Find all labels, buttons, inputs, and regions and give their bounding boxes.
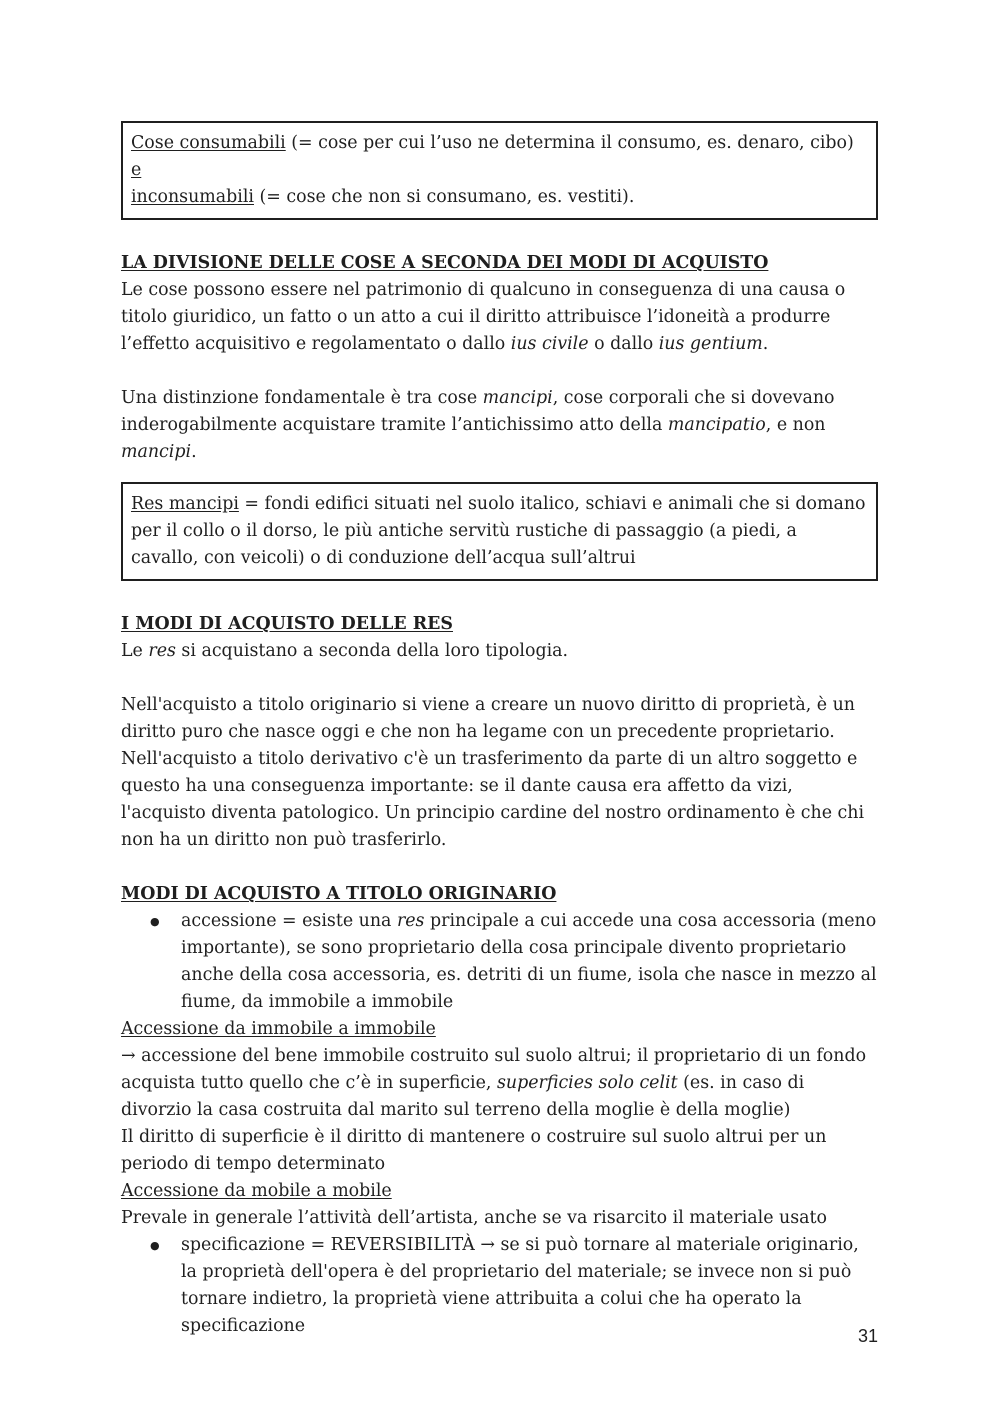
- list-item-specificazione: ● specificazione = REVERSIBILITÀ → se si può tornare al materiale originario, la proprietà dell'opera è del proprietario del materiale; se invece non si può tornare indietro, la proprietà viene attribuita a colui che ha operato la specificazione: [181, 1232, 878, 1340]
- term-inconsumabili: inconsumabili: [131, 187, 254, 207]
- paragraph: Il diritto di superficie è il diritto di mantenere o costruire sul suolo altrui per un periodo di tempo determinato: [121, 1127, 827, 1174]
- paragraph: Nell'acquisto a titolo originario si viene a creare un nuovo diritto di proprietà, è un diritto puro che nasce oggi e che non ha legame con un precedente proprietario. Nell'acquisto a titolo derivativo c'è un trasferimento da parte di un altro soggetto e questo ha una conseguenza importante: se il dante causa era affetto da vizi, l'acquisto diventa patologico. Un principio cardine del nostro ordinamento è che chi non ha un diritto non può trasferirlo.: [121, 695, 865, 850]
- paragraph: Una distinzione fondamentale è tra cose mancipi, cose corporali che si dovevano inderogabilmente acquistare tramite l’antichissimo atto della mancipatio, e non mancipi.: [121, 388, 835, 462]
- list-item-accessione: ● accessione = esiste una res principale a cui accede una cosa accessoria (meno importante), se sono proprietario della cosa principale divento proprietario anche della cosa accessoria, es. detriti di un fiume, isola che nasce in mezzo al fiume, da immobile a immobile: [181, 908, 878, 1016]
- subheading-immobile: Accessione da immobile a immobile: [121, 1019, 436, 1039]
- definition-box-consumabili: [121, 121, 878, 220]
- paragraph: Prevale in generale l’attività dell’artista, anche se va risarcito il materiale usato: [121, 1208, 827, 1228]
- paragraph: Le res si acquistano a seconda della loro tipologia.: [121, 641, 569, 661]
- definition-box-res-mancipi: [121, 482, 878, 581]
- term-consumabili: Cose consumabili: [131, 133, 286, 153]
- box-text: Res mancipi = fondi edifici situati nel suolo italico, schiavi e animali che si domano per il collo o il dorso, le più antiche servitù rustiche di passaggio (a piedi, a cavallo, con veicoli) o di conduzione dell’acqua sull’altrui: [131, 494, 866, 568]
- term-res-mancipi: Res mancipi: [131, 494, 239, 514]
- bullet-list: [121, 908, 878, 1016]
- section-heading-divisione: LA DIVISIONE DELLE COSE A SECONDA DEI MODI DI ACQUISTO: [121, 253, 769, 273]
- box-text: Cose consumabili (= cose per cui l’uso ne determina il consumo, es. denaro, cibo) e inconsumabili (= cose che non si consumano, es. vestiti).: [131, 133, 854, 207]
- page-content: [121, 121, 878, 1340]
- paragraph: Le cose possono essere nel patrimonio di qualcuno in conseguenza di una causa o titolo giuridico, un fatto o un atto a cui il diritto attribuisce l’idoneità a produrre l’effetto acquisitivo e regolamentato o dallo ius civile o dallo ius gentium.: [121, 280, 846, 354]
- bullet-list: [121, 1232, 878, 1340]
- section-heading-titolo-originario: MODI DI ACQUISTO A TITOLO ORIGINARIO: [121, 884, 557, 904]
- subheading-mobile: Accessione da mobile a mobile: [121, 1181, 392, 1201]
- page-number: 31: [857, 1326, 878, 1346]
- section-heading-modi-acquisto: I MODI DI ACQUISTO DELLE RES: [121, 614, 453, 634]
- paragraph: → accessione del bene immobile costruito sul suolo altrui; il proprietario di un fondo acquista tutto quello che c’è in superficie, superficies solo celit (es. in caso di divorzio la casa costruita dal marito sul terreno della moglie è della moglie): [121, 1046, 867, 1120]
